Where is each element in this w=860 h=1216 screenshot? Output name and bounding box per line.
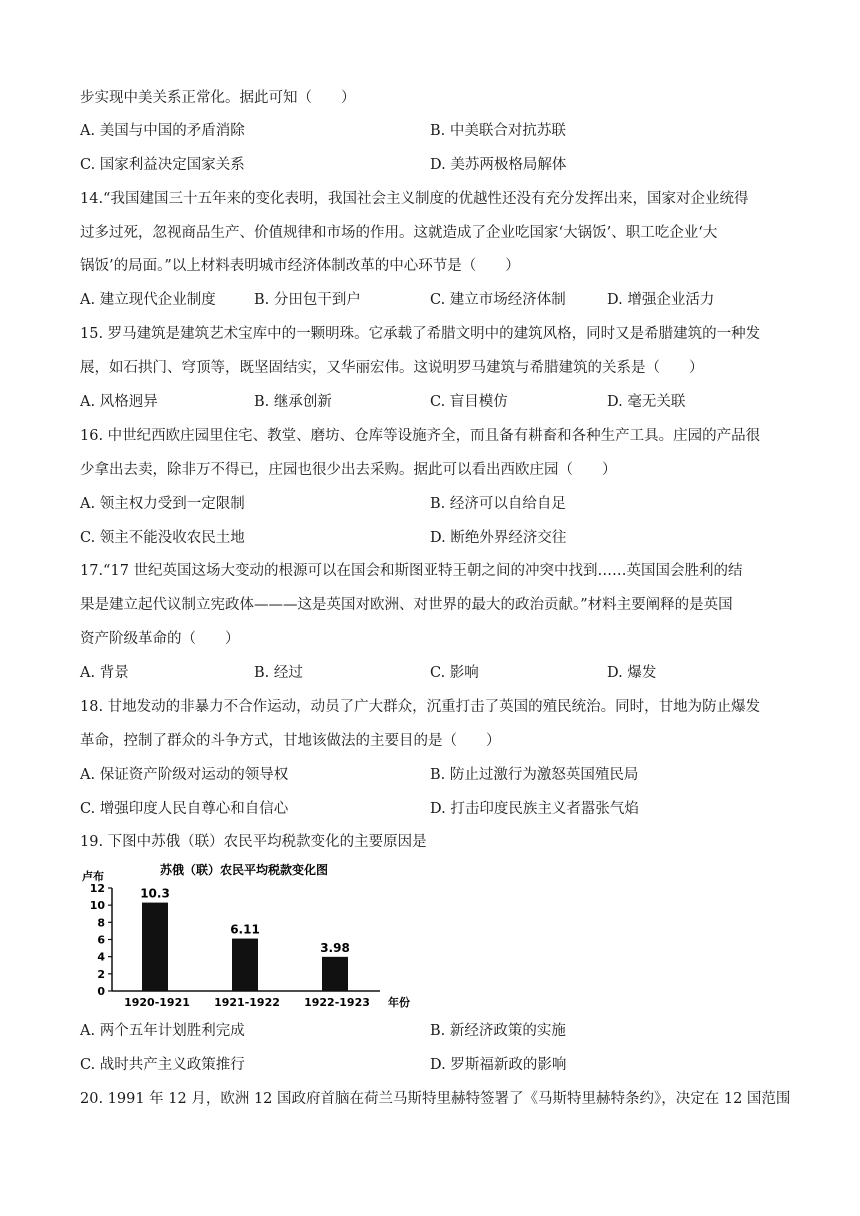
bar-value-label: 3.98 (320, 940, 350, 955)
q15-stem-line1: 15. 罗马建筑是建筑艺术宝库中的一颗明珠。它承载了希腊文明中的建筑风格，同时又是希腊建筑的一种发 (80, 326, 761, 342)
q19-stem: 19. 下图中苏俄（联）农民平均税款变化的主要原因是 (80, 834, 427, 850)
bar-1922-1923 (322, 957, 348, 991)
q17-option-b[interactable]: B. 经过 (254, 665, 303, 681)
q14-option-d[interactable]: D. 增强企业活力 (607, 292, 715, 308)
q15-option-d[interactable]: D. 毫无关联 (607, 394, 686, 410)
q16-option-b[interactable]: B. 经济可以自给自足 (430, 496, 566, 512)
q18-option-a[interactable]: A. 保证资产阶级对运动的领导权 (80, 767, 289, 783)
tax-bar-chart (80, 858, 450, 1018)
q18-stem-line1: 18. 甘地发动的非暴力不合作运动，动员了广大群众，沉重打击了英国的殖民统治。同时，甘地为防止爆发 (80, 699, 761, 715)
q16-stem-line1: 16. 中世纪西欧庄园里住宅、教堂、磨坊、仓库等设施齐全，而且备有耕畜和各种生产工具。庄园的产品很 (80, 428, 761, 444)
q16-option-a[interactable]: A. 领主权力受到一定限制 (80, 496, 245, 512)
q13-option-d[interactable]: D. 美苏两极格局解体 (430, 157, 567, 173)
q13-option-c[interactable]: C. 国家利益决定国家关系 (80, 157, 245, 173)
x-tick-label: 1920-1921 (124, 996, 190, 1009)
q14-option-a[interactable]: A. 建立现代企业制度 (80, 292, 216, 308)
q17-option-c[interactable]: C. 影响 (430, 665, 479, 681)
q16-option-d[interactable]: D. 断绝外界经济交往 (430, 530, 567, 546)
q19-option-a[interactable]: A. 两个五年计划胜利完成 (80, 1023, 245, 1039)
y-tick-label: 2 (97, 967, 105, 981)
q17-stem-line3: 资产阶级革命的（ ） (80, 631, 240, 647)
q20-stem-line1: 20. 1991 年 12 月，欧洲 12 国政府首脑在荷兰马斯特里赫特签署了《马斯特里赫特条约》，决定在 12 国范围 (80, 1091, 791, 1107)
q13-option-b[interactable]: B. 中美联合对抗苏联 (430, 123, 566, 139)
q15-stem-line2: 展，如石拱门、穹顶等，既坚固结实，又华丽宏伟。这说明罗马建筑与希腊建筑的关系是（ ） (80, 360, 704, 376)
chart-x-label: 年份 (388, 996, 410, 1009)
chart-y-label: 卢布 (82, 870, 104, 883)
q17-option-d[interactable]: D. 爆发 (607, 665, 657, 681)
y-tick-label: 8 (97, 916, 105, 930)
q19-option-b[interactable]: B. 新经济政策的实施 (430, 1023, 566, 1039)
q14-option-c[interactable]: C. 建立市场经济体制 (430, 292, 566, 308)
y-tick-label: 0 (97, 985, 105, 998)
q14-option-b[interactable]: B. 分田包干到户 (254, 292, 361, 308)
bar-1920-1921 (142, 903, 168, 991)
bar-1921-1922 (232, 939, 258, 991)
q16-option-c[interactable]: C. 领主不能没收农民土地 (80, 530, 245, 546)
q18-option-c[interactable]: C. 增强印度人民自尊心和自信心 (80, 801, 289, 817)
bar-value-label: 6.11 (230, 922, 260, 937)
y-tick-label: 12 (89, 882, 105, 895)
q14-stem-line2: 过多过死，忽视商品生产、价值规律和市场的作用。这就造成了企业吃国家‘大锅饭’、职工吃企业‘大 (80, 225, 718, 241)
y-tick-label: 6 (97, 933, 105, 947)
x-tick-label: 1922-1923 (304, 996, 370, 1009)
q19-option-d[interactable]: D. 罗斯福新政的影响 (430, 1057, 567, 1073)
q14-stem-line3: 锅饭’的局面。”以上材料表明城市经济体制改革的中心环节是（ ） (80, 258, 520, 274)
y-tick-label: 4 (97, 950, 105, 964)
x-tick-label: 1921-1922 (214, 996, 280, 1009)
y-tick-label: 10 (89, 899, 105, 913)
q15-option-a[interactable]: A. 风格迥异 (80, 394, 158, 410)
q18-stem-line2: 革命，控制了群众的斗争方式，甘地该做法的主要目的是（ ） (80, 733, 501, 749)
q17-option-a[interactable]: A. 背景 (80, 665, 129, 681)
q18-option-b[interactable]: B. 防止过激行为激怒英国殖民局 (430, 767, 639, 783)
chart-title: 苏俄（联）农民平均税款变化图 (160, 863, 329, 877)
q13-option-a[interactable]: A. 美国与中国的矛盾消除 (80, 123, 245, 139)
q17-stem-line1: 17.“17 世纪英国这场大变动的根源可以在国会和斯图亚特王朝之间的冲突中找到……英国国会胜利的结 (80, 563, 743, 579)
q19-option-c[interactable]: C. 战时共产主义政策推行 (80, 1057, 245, 1073)
q18-option-d[interactable]: D. 打击印度民族主义者嚣张气焰 (430, 801, 639, 817)
bar-value-label: 10.3 (140, 886, 170, 901)
q15-option-b[interactable]: B. 继承创新 (254, 394, 332, 410)
q17-stem-line2: 果是建立起代议制立宪政体———这是英国对欧洲、对世界的最大的政治贡献。”材料主要阐释的是英国 (80, 597, 733, 613)
q15-option-c[interactable]: C. 盲目模仿 (430, 394, 508, 410)
q13-stem-tail: 步实现中美关系正常化。据此可知（ ） (80, 90, 356, 106)
q14-stem-line1: 14.“我国建国三十五年来的变化表明，我国社会主义制度的优越性还没有充分发挥出来，国家对企业统得 (80, 191, 749, 207)
q16-stem-line2: 少拿出去卖，除非万不得已，庄园也很少出去采购。据此可以看出西欧庄园（ ） (80, 462, 617, 478)
